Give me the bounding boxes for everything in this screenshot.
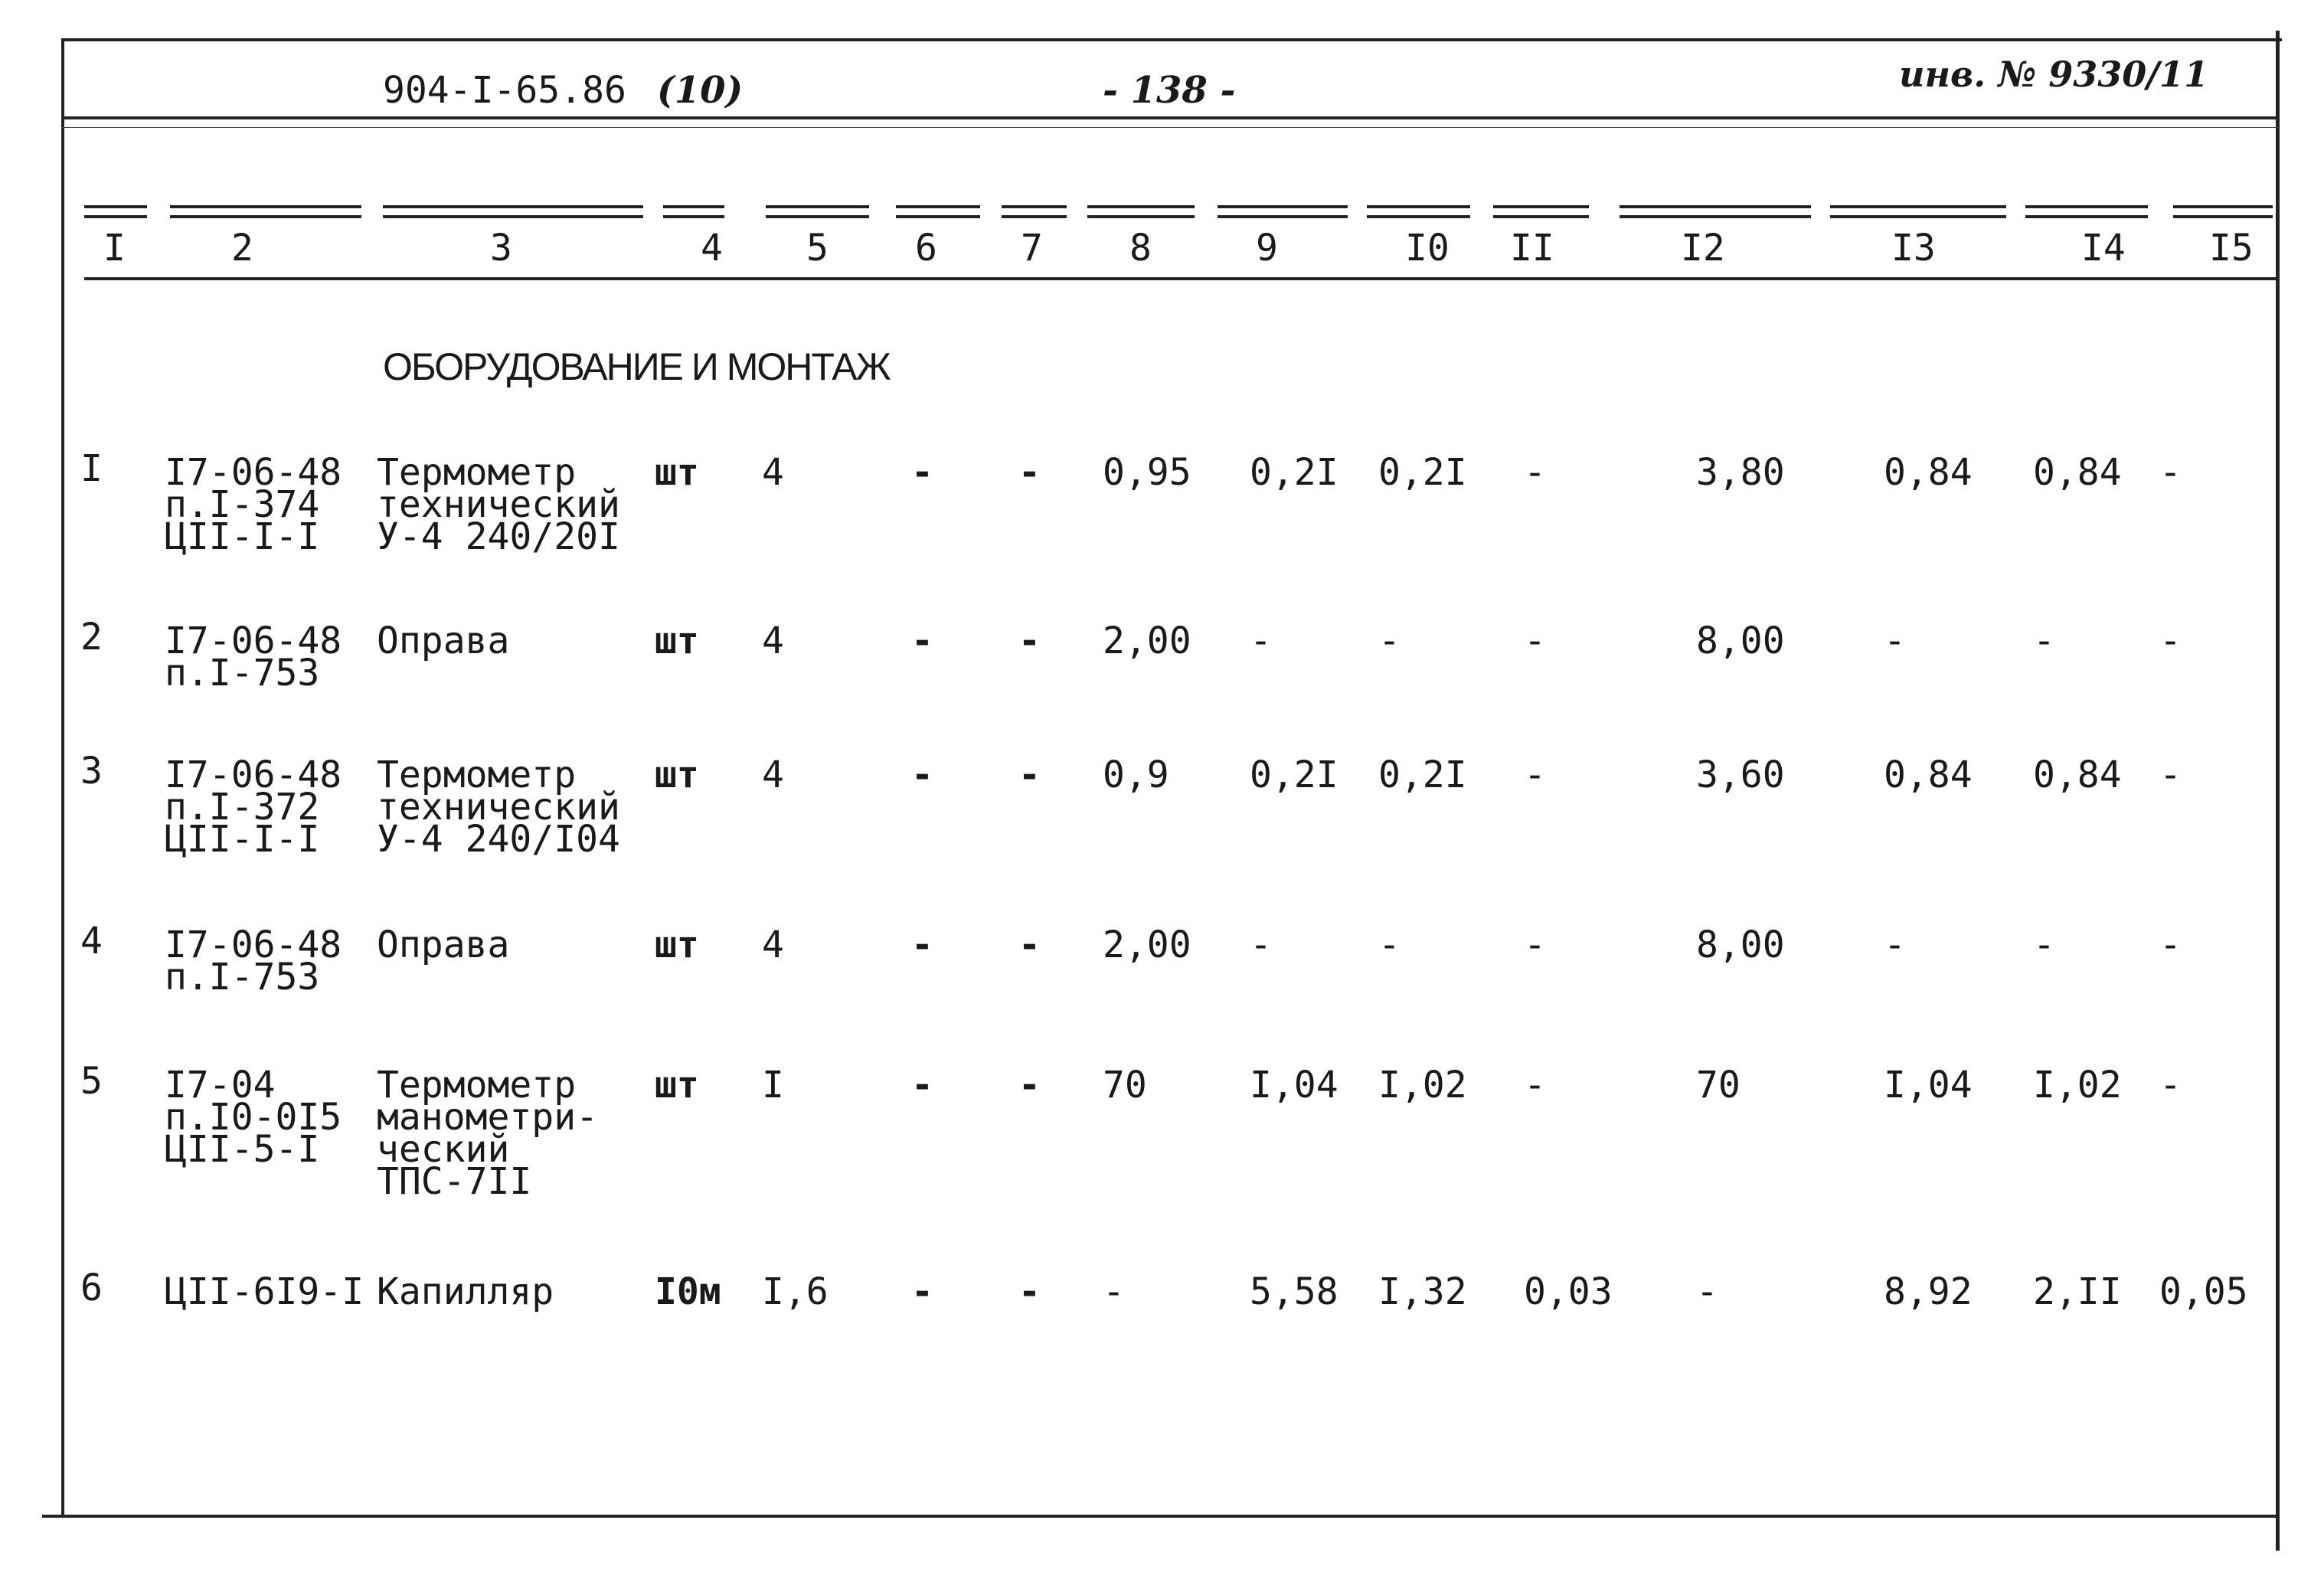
col-num-15: I5 bbox=[2209, 227, 2254, 270]
row-name-line: У-4 240/I04 bbox=[377, 818, 620, 861]
row-col-13: I,04 bbox=[1884, 1064, 1973, 1107]
row-unit: шт bbox=[655, 619, 699, 662]
row-code-line: I7-06-48 bbox=[165, 451, 342, 494]
sheet-ref: (10) bbox=[657, 69, 744, 112]
row-col-8: 0,9 bbox=[1103, 754, 1169, 796]
row-number: 2 bbox=[80, 616, 103, 659]
col-num-6: 6 bbox=[915, 227, 937, 270]
row-name-line: Оправа bbox=[377, 923, 510, 966]
row-code-line: п.I0-0I5 bbox=[165, 1096, 342, 1139]
row-col-14: - bbox=[2033, 619, 2055, 662]
row-col-7: - bbox=[1018, 754, 1041, 796]
row-quantity: 4 bbox=[762, 923, 784, 966]
row-col-12: 70 bbox=[1696, 1064, 1741, 1107]
row-col-7: - bbox=[1018, 1270, 1041, 1313]
row-col-7: - bbox=[1018, 451, 1041, 494]
row-col-15: - bbox=[2159, 619, 2182, 662]
row-number: 3 bbox=[80, 750, 103, 793]
row-col-14: 0,84 bbox=[2033, 754, 2122, 796]
row-name-line: Термометр bbox=[377, 451, 577, 494]
row-name-line: технический bbox=[377, 483, 620, 526]
col-num-9: 9 bbox=[1256, 227, 1278, 270]
row-col-12: 8,00 bbox=[1696, 923, 1785, 966]
doc-code: 904-I-65.86 bbox=[383, 69, 626, 112]
row-col-10: - bbox=[1378, 923, 1401, 966]
row-code-line: I7-06-48 bbox=[165, 754, 342, 796]
row-col-9: - bbox=[1250, 619, 1272, 662]
row-col-10: 0,2I bbox=[1378, 754, 1467, 796]
row-quantity: 4 bbox=[762, 619, 784, 662]
column-header-bottom-rule bbox=[84, 277, 2276, 280]
row-col-13: - bbox=[1884, 619, 1906, 662]
row-name-line: Капилляр bbox=[377, 1270, 554, 1313]
row-unit: I0м bbox=[655, 1270, 721, 1313]
row-col-8: 70 bbox=[1103, 1064, 1147, 1107]
row-quantity: I,6 bbox=[762, 1270, 829, 1313]
section-title: ОБОРУДОВАНИЕ И МОНТАЖ bbox=[383, 345, 890, 388]
row-code-line: I7-04 bbox=[165, 1064, 276, 1107]
row-col-9: 0,2I bbox=[1250, 451, 1339, 494]
row-quantity: 4 bbox=[762, 754, 784, 796]
row-col-9: - bbox=[1250, 923, 1272, 966]
row-number: 4 bbox=[80, 920, 103, 963]
row-col-6: - bbox=[911, 1064, 933, 1107]
row-name-line: манометри- bbox=[377, 1096, 598, 1139]
row-col-11: - bbox=[1524, 754, 1546, 796]
row-number: I bbox=[80, 447, 103, 490]
frame-top-border bbox=[61, 38, 2282, 41]
row-code-line: ЦII-I-I bbox=[165, 818, 320, 861]
row-col-14: - bbox=[2033, 923, 2055, 966]
row-name-line: У-4 240/20I bbox=[377, 515, 620, 558]
row-name-line: технический bbox=[377, 786, 620, 829]
inventory-number: инв. № 9330/11 bbox=[1899, 54, 2209, 95]
col-num-7: 7 bbox=[1021, 227, 1043, 270]
row-col-13: 0,84 bbox=[1884, 754, 1973, 796]
row-code-line: ЦII-6I9-I bbox=[165, 1270, 364, 1313]
col-num-1: I bbox=[103, 227, 126, 270]
row-col-15: - bbox=[2159, 1064, 2182, 1107]
row-col-14: 2,II bbox=[2033, 1270, 2122, 1313]
row-col-9: 5,58 bbox=[1250, 1270, 1339, 1313]
row-name-line: ТПС-7II bbox=[377, 1160, 532, 1203]
row-col-12: 3,60 bbox=[1696, 754, 1785, 796]
row-col-12: - bbox=[1696, 1270, 1718, 1313]
row-col-13: 0,84 bbox=[1884, 451, 1973, 494]
col-num-12: I2 bbox=[1681, 227, 1725, 270]
row-col-11: 0,03 bbox=[1524, 1270, 1613, 1313]
frame-left-border bbox=[61, 38, 64, 1516]
row-col-11: - bbox=[1524, 619, 1546, 662]
row-col-9: 0,2I bbox=[1250, 754, 1339, 796]
row-col-9: I,04 bbox=[1250, 1064, 1339, 1107]
row-col-7: - bbox=[1018, 923, 1041, 966]
row-unit: шт bbox=[655, 1064, 699, 1107]
row-col-8: 0,95 bbox=[1103, 451, 1191, 494]
row-col-14: I,02 bbox=[2033, 1064, 2122, 1107]
col-num-2: 2 bbox=[231, 227, 253, 270]
frame-bottom-border bbox=[42, 1515, 2280, 1518]
page-number: - 138 - bbox=[1103, 69, 1236, 112]
row-col-8: - bbox=[1103, 1270, 1125, 1313]
row-col-6: - bbox=[911, 619, 933, 662]
row-col-13: 8,92 bbox=[1884, 1270, 1973, 1313]
row-col-12: 3,80 bbox=[1696, 451, 1785, 494]
row-col-15: - bbox=[2159, 754, 2182, 796]
row-col-15: 0,05 bbox=[2159, 1270, 2248, 1313]
row-name-line: Оправа bbox=[377, 619, 510, 662]
row-unit: шт bbox=[655, 754, 699, 796]
row-quantity: 4 bbox=[762, 451, 784, 494]
row-code-line: ЦII-I-I bbox=[165, 515, 320, 558]
header-rule-thin bbox=[61, 127, 2278, 128]
col-num-3: 3 bbox=[490, 227, 512, 270]
row-col-15: - bbox=[2159, 923, 2182, 966]
row-name-line: Термометр bbox=[377, 1064, 577, 1107]
row-col-11: - bbox=[1524, 923, 1546, 966]
row-col-10: 0,2I bbox=[1378, 451, 1467, 494]
row-col-7: - bbox=[1018, 619, 1041, 662]
row-col-13: - bbox=[1884, 923, 1906, 966]
row-code-line: п.I-372 bbox=[165, 786, 320, 829]
row-number: 6 bbox=[80, 1267, 103, 1309]
row-col-10: I,02 bbox=[1378, 1064, 1467, 1107]
col-num-14: I4 bbox=[2081, 227, 2126, 270]
frame-right-border bbox=[2276, 31, 2280, 1551]
row-col-6: - bbox=[911, 451, 933, 494]
header-rule bbox=[61, 116, 2278, 119]
row-quantity: I bbox=[762, 1064, 784, 1107]
row-col-12: 8,00 bbox=[1696, 619, 1785, 662]
row-name-line: Термометр bbox=[377, 754, 577, 796]
row-number: 5 bbox=[80, 1060, 103, 1103]
col-num-11: II bbox=[1510, 227, 1554, 270]
row-col-15: - bbox=[2159, 451, 2182, 494]
row-code-line: I7-06-48 bbox=[165, 923, 342, 966]
row-col-7: - bbox=[1018, 1064, 1041, 1107]
row-code-line: п.I-753 bbox=[165, 652, 320, 695]
col-num-8: 8 bbox=[1129, 227, 1152, 270]
row-col-6: - bbox=[911, 1270, 933, 1313]
row-col-11: - bbox=[1524, 1064, 1546, 1107]
row-col-11: - bbox=[1524, 451, 1546, 494]
row-col-8: 2,00 bbox=[1103, 923, 1191, 966]
row-col-10: - bbox=[1378, 619, 1401, 662]
row-code-line: ЦII-5-I bbox=[165, 1128, 320, 1171]
row-unit: шт bbox=[655, 451, 699, 494]
row-code-line: п.I-753 bbox=[165, 956, 320, 999]
row-name-line: ческий bbox=[377, 1128, 510, 1171]
row-col-14: 0,84 bbox=[2033, 451, 2122, 494]
row-code-line: п.I-374 bbox=[165, 483, 320, 526]
col-num-4: 4 bbox=[701, 227, 723, 270]
row-code-line: I7-06-48 bbox=[165, 619, 342, 662]
row-unit: шт bbox=[655, 923, 699, 966]
row-col-10: I,32 bbox=[1378, 1270, 1467, 1313]
row-col-6: - bbox=[911, 754, 933, 796]
row-col-8: 2,00 bbox=[1103, 619, 1191, 662]
col-num-5: 5 bbox=[806, 227, 829, 270]
row-col-6: - bbox=[911, 923, 933, 966]
col-num-13: I3 bbox=[1891, 227, 1936, 270]
col-num-10: I0 bbox=[1405, 227, 1450, 270]
